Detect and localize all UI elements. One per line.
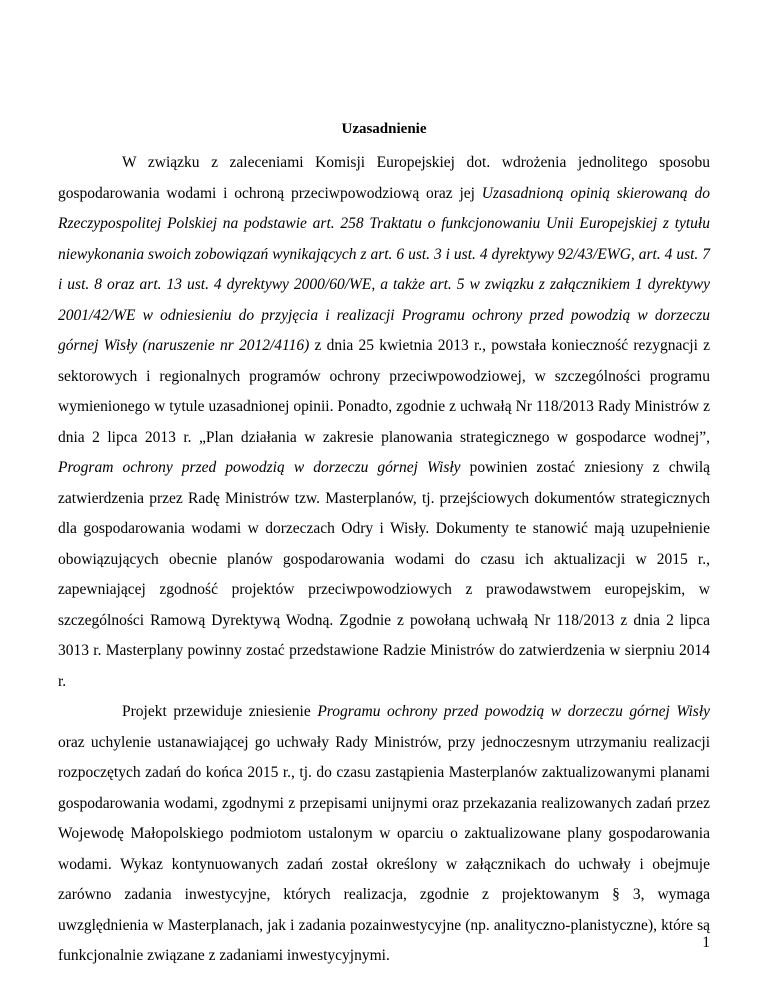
paragraph-1 <box>58 148 710 697</box>
document-title: Uzasadnienie <box>341 121 427 137</box>
paragraph-1-segment: W związku z zaleceniami Komisji Europejskiej dot. wdrożenia jednolitego sposobu gospodarowania wodami i ochroną przeciwpowodziową oraz jej <box>58 154 710 202</box>
paragraph-2-segment: Projekt przewiduje zniesienie <box>122 703 318 720</box>
paragraph-2-segment: oraz uchylenie ustanawiającej go uchwały Rady Ministrów, przy jednoczesnym utrzymaniu realizacji rozpoczętych zadań do końca 2015 r., tj. do czasu zastąpienia Masterplanów zaktualizowanymi planami gospodarowania wodami, zgodnymi z przepisami unijnymi oraz przekazania realizowanych zadań przez Wojewodę Małopolskiego podmiotom ustalonym w oparciu o zaktualizowane plany gospodarowania wodami. Wykaz kontynuowanych zadań został określony w załącznikach do uchwały i obejmuje zarówno zadania inwestycyjne, których realizacja, zgodnie z projektowanym § 3, wymaga uwzględnienia w Masterplanach, jak i zadania pozainwestycyjne (np. analityczno-planistyczne), które są funkcjonalnie związane z zadaniami inwestycyjnymi. <box>58 733 710 964</box>
paragraph-2 <box>58 697 710 972</box>
paragraph-2-segment: Programu ochrony przed powodzią w dorzeczu górnej Wisły <box>317 703 711 720</box>
page-number: 1 <box>702 934 710 951</box>
paragraph-1-segment: z dnia 25 kwietnia 2013 r., powstała konieczność rezygnacji z sektorowych i regionalnych programów ochrony przeciwpowodziowej, w szczególności programu wymienionego w tytule uzasadnionej opinii. Ponadto, zgodnie z uchwałą Nr 118/2013 Rady Ministrów z dnia 2 lipca 2013 r. „Plan działania w zakresie planowania strategicznego w gospodarce wodnej”, <box>58 337 710 446</box>
paragraph-1-segment: powinien zostać zniesiony z chwilą zatwierdzenia przez Radę Ministrów tzw. Masterplanów, tj. przejściowych dokumentów strategicznych dla gospodarowania wodami w dorzeczach Odry i Wisły. Dokumenty te stanowić mają uzupełnienie obowiązujących obecnie planów gospodarowania wodami do czasu ich aktualizacji w 2015 r., zapewniającej zgodność projektów przeciwpowodziowych z prawodawstwem europejskim, w szczególności Ramową Dyrektywą Wodną. Zgodnie z powołaną uchwałą Nr 118/2013 z dnia 2 lipca 3013 r. Masterplany powinny zostać przedstawione Radzie Ministrów do zatwierdzenia w sierpniu 2014 r. <box>58 459 711 690</box>
paragraph-1-segment: Program ochrony przed powodzią w dorzeczu górnej Wisły <box>58 459 461 476</box>
paragraph-1-segment: Uzasadnioną opinią skierowaną do Rzeczypospolitej Polskiej na podstawie art. 258 Traktatu o funkcjonowaniu Unii Europejskiej z tytułu niewykonania swoich zobowiązań wynikających z art. 6 ust. 3 i ust. 4 dyrektywy 92/43/EWG, art. 4 ust. 7 i ust. 8 oraz art. 13 ust. 4 dyrektywy 2000/60/WE, a także art. 5 w związku z załącznikiem 1 dyrektywy 2001/42/WE w odniesieniu do przyjęcia i realizacji Programu ochrony przed powodzią w dorzeczu górnej Wisły (naruszenie nr 2012/4116) <box>58 184 710 354</box>
document-body <box>58 148 710 972</box>
